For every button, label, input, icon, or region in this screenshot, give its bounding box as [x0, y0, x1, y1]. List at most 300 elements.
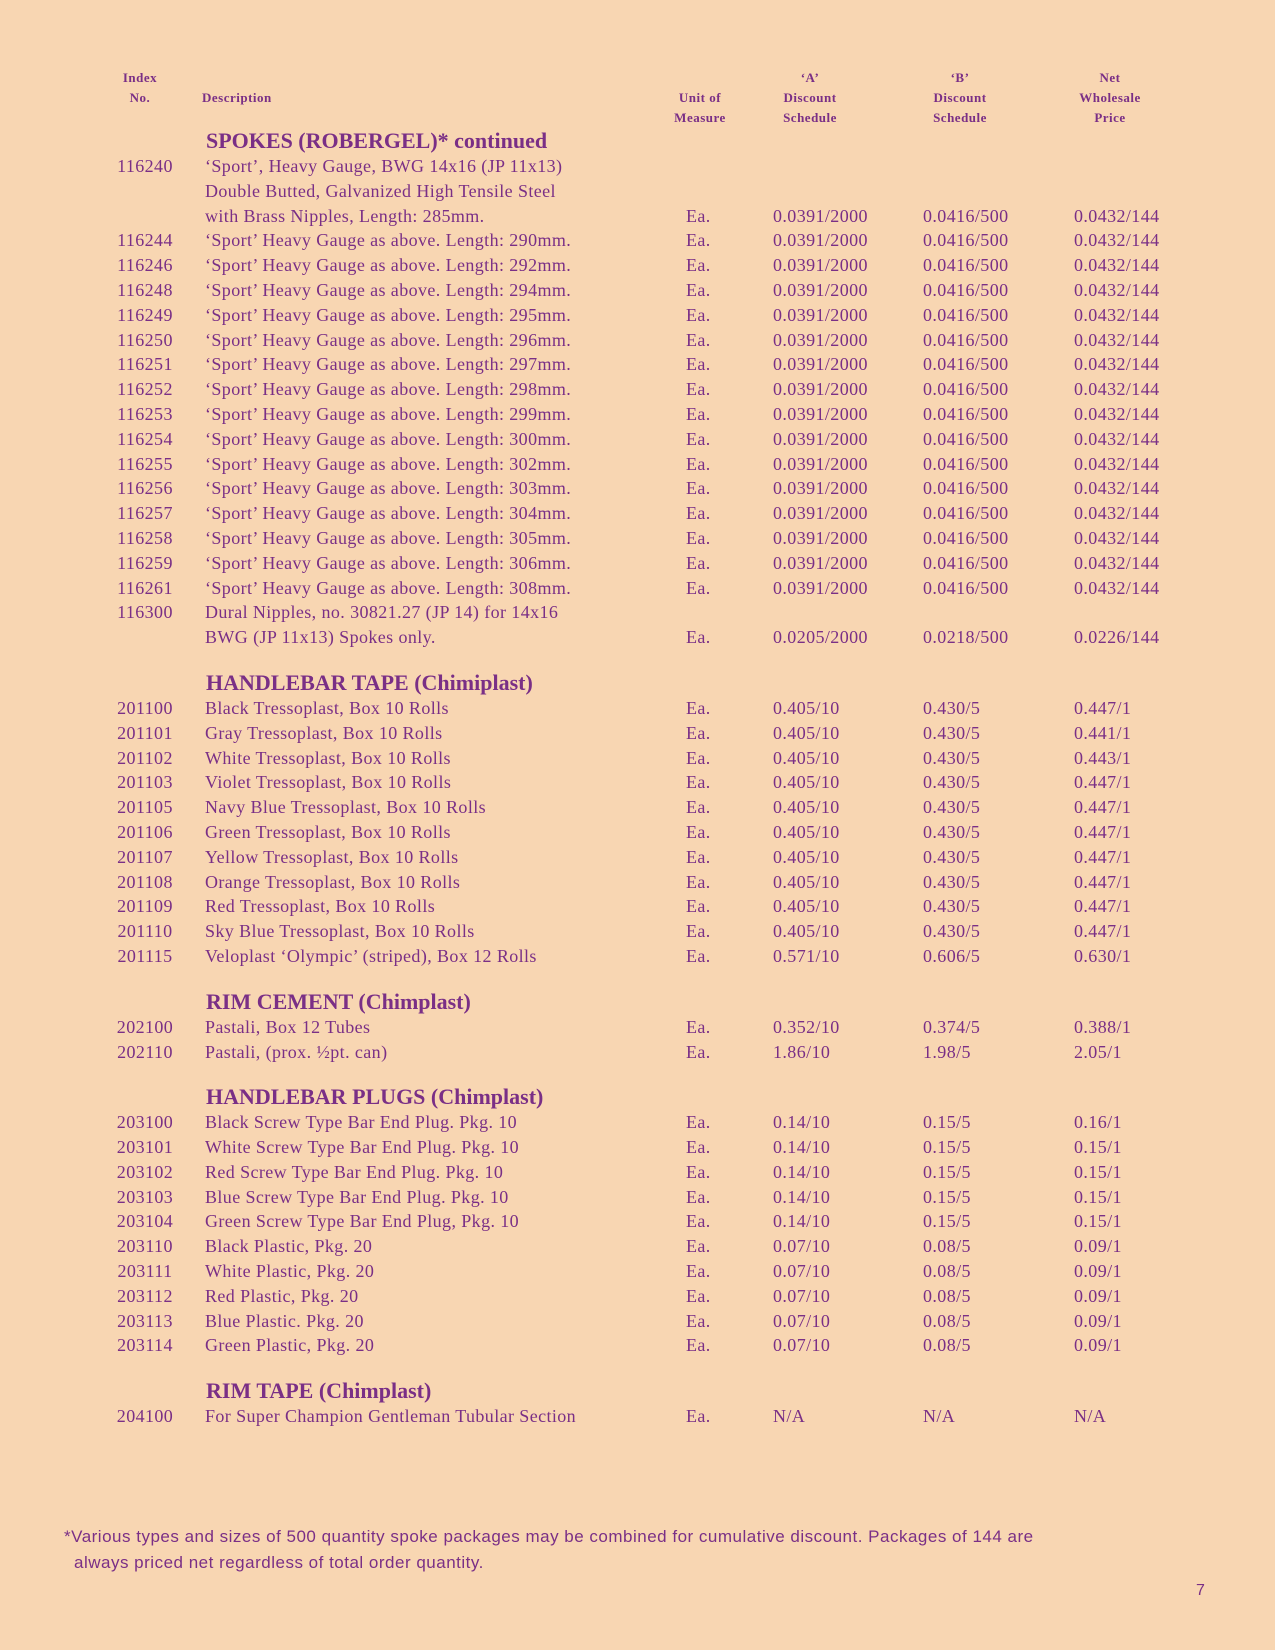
table-row	[0, 1284, 1275, 1309]
section-title: HANDLEBAR PLUGS (Chimplast)	[206, 1084, 544, 1110]
b-discount-price: 0.430/5	[923, 821, 981, 842]
unit-of-measure: Ea.	[686, 503, 711, 524]
index-number: 203103	[116, 1186, 174, 1207]
description: Orange Tressoplast, Box 10 Rolls	[205, 871, 461, 892]
unit-of-measure: Ea.	[686, 871, 711, 892]
unit-of-measure: Ea.	[686, 1285, 711, 1306]
index-number: 116258	[117, 527, 173, 548]
b-discount-price: 0.0416/500	[923, 230, 1009, 251]
unit-of-measure: Ea.	[686, 255, 711, 276]
header-a-line2: Discount	[783, 90, 837, 105]
index-number: 116252	[117, 379, 173, 400]
header-index-line2: No.	[129, 90, 151, 105]
table-row	[0, 501, 1275, 526]
description: Red Screw Type Bar End Plug. Pkg. 10	[205, 1161, 504, 1182]
page-number: 7	[1196, 1582, 1205, 1599]
header-unit-line1: Unit of	[678, 90, 722, 105]
net-wholesale-price: 0.0432/144	[1074, 205, 1160, 226]
a-discount-price: 0.14/10	[773, 1161, 831, 1182]
unit-of-measure: Ea.	[686, 354, 711, 375]
unit-of-measure: Ea.	[686, 453, 711, 474]
a-discount-price: 0.0391/2000	[773, 577, 868, 598]
b-discount-price: 0.0416/500	[923, 527, 1009, 548]
a-discount-price: 0.405/10	[773, 747, 840, 768]
a-discount-price: 0.405/10	[773, 697, 840, 718]
net-wholesale-price: 0.0432/144	[1074, 230, 1160, 251]
table-row	[0, 845, 1275, 870]
header-index	[105, 68, 175, 108]
a-discount-price: 0.0391/2000	[773, 453, 868, 474]
net-wholesale-price: 0.16/1	[1074, 1112, 1122, 1133]
section-title: RIM TAPE (Chimplast)	[206, 1378, 432, 1404]
header-a-line3: Schedule	[783, 110, 837, 125]
header-b-schedule	[910, 68, 1010, 128]
unit-of-measure: Ea.	[686, 279, 711, 300]
net-wholesale-price: 0.443/1	[1074, 747, 1132, 768]
description: ‘Sport’, Heavy Gauge, BWG 14x16 (JP 11x13)	[205, 156, 563, 176]
index-number: 201105	[117, 797, 173, 818]
description: Red Plastic, Pkg. 20	[205, 1285, 359, 1306]
a-discount-price: 0.0391/2000	[773, 403, 868, 424]
a-discount-price: 0.07/10	[773, 1285, 831, 1306]
b-discount-price: 0.0416/500	[923, 577, 1009, 598]
a-discount-price: 0.07/10	[773, 1236, 831, 1257]
description: Blue Plastic. Pkg. 20	[205, 1310, 364, 1331]
description: ‘Sport’ Heavy Gauge as above. Length: 297mm.	[205, 354, 572, 375]
table-row	[0, 576, 1275, 601]
table-row	[0, 919, 1275, 944]
a-discount-price: 0.571/10	[773, 945, 840, 966]
a-discount-price: 0.0391/2000	[773, 329, 868, 350]
table-row	[0, 1160, 1275, 1185]
net-wholesale-price: 0.09/1	[1074, 1236, 1122, 1257]
net-wholesale-price: N/A	[1074, 1406, 1107, 1427]
description: Black Tressoplast, Box 10 Rolls	[205, 697, 449, 718]
table-row	[0, 795, 1275, 820]
unit-of-measure: Ea.	[686, 478, 711, 499]
index-number: 116257	[117, 503, 173, 524]
unit-of-measure: Ea.	[686, 1236, 711, 1257]
table-row	[0, 1259, 1275, 1284]
a-discount-price: 0.0205/2000	[773, 627, 868, 648]
description: ‘Sport’ Heavy Gauge as above. Length: 303mm.	[205, 478, 572, 499]
description: ‘Sport’ Heavy Gauge as above. Length: 298mm.	[205, 379, 572, 400]
net-wholesale-price: 0.0432/144	[1074, 527, 1160, 548]
table-row	[0, 894, 1275, 919]
description: Sky Blue Tressoplast, Box 10 Rolls	[205, 921, 475, 942]
header-index-line1: Index	[122, 70, 158, 85]
description: ‘Sport’ Heavy Gauge as above. Length: 295mm.	[205, 304, 572, 325]
table-row	[0, 228, 1275, 253]
unit-of-measure: Ea.	[686, 205, 711, 226]
unit-of-measure: Ea.	[686, 697, 711, 718]
b-discount-price: 0.0416/500	[923, 354, 1009, 375]
a-discount-price: 0.405/10	[773, 772, 840, 793]
net-wholesale-price: 0.0432/144	[1074, 379, 1160, 400]
index-number: 116249	[117, 304, 173, 325]
index-number: 203100	[116, 1112, 174, 1133]
a-discount-price: 0.405/10	[773, 797, 840, 818]
a-discount-price: 0.0391/2000	[773, 428, 868, 449]
net-wholesale-price: 0.0432/144	[1074, 552, 1160, 573]
unit-of-measure: Ea.	[686, 627, 711, 648]
a-discount-price: 0.405/10	[773, 846, 840, 867]
description: BWG (JP 11x13) Spokes only.	[205, 627, 436, 648]
table-row	[0, 1015, 1275, 1040]
table-row	[0, 204, 1275, 229]
b-discount-price: 0.0416/500	[923, 304, 1009, 325]
unit-of-measure: Ea.	[686, 1016, 711, 1037]
b-discount-price: 0.08/5	[923, 1310, 971, 1331]
net-wholesale-price: 0.447/1	[1074, 797, 1132, 818]
index-number: 116254	[117, 428, 173, 449]
a-discount-price: 0.405/10	[773, 921, 840, 942]
table-row	[0, 1404, 1275, 1429]
a-discount-price: 0.0391/2000	[773, 503, 868, 524]
net-wholesale-price: 0.0432/144	[1074, 304, 1160, 325]
a-discount-price: N/A	[773, 1406, 806, 1427]
unit-of-measure: Ea.	[686, 527, 711, 548]
table-row	[0, 452, 1275, 477]
header-b-line1: ‘B’	[950, 70, 970, 85]
header-unit	[660, 88, 740, 128]
net-wholesale-price: 0.0432/144	[1074, 354, 1160, 375]
a-discount-price: 0.14/10	[773, 1211, 831, 1232]
header-description	[202, 88, 272, 108]
net-wholesale-price: 0.0432/144	[1074, 329, 1160, 350]
description: ‘Sport’ Heavy Gauge as above. Length: 296mm.	[205, 329, 572, 350]
unit-of-measure: Ea.	[686, 1137, 711, 1158]
unit-of-measure: Ea.	[686, 379, 711, 400]
unit-of-measure: Ea.	[686, 304, 711, 325]
unit-of-measure: Ea.	[686, 945, 711, 966]
unit-of-measure: Ea.	[686, 896, 711, 917]
table-row	[0, 770, 1275, 795]
table-row	[0, 1333, 1275, 1358]
b-discount-price: 0.15/5	[923, 1137, 971, 1158]
net-wholesale-price: 0.09/1	[1074, 1285, 1122, 1306]
net-wholesale-price: 2.05/1	[1074, 1041, 1122, 1062]
table-row	[0, 402, 1275, 427]
net-wholesale-price: 0.447/1	[1074, 921, 1132, 942]
unit-of-measure: Ea.	[686, 1211, 711, 1232]
description: ‘Sport’ Heavy Gauge as above. Length: 304mm.	[205, 503, 572, 524]
description: Pastali, (prox. ½pt. can)	[205, 1041, 388, 1062]
index-number: 201107	[117, 846, 173, 867]
b-discount-price: 1.98/5	[923, 1041, 971, 1062]
index-number: 116244	[117, 230, 173, 251]
unit-of-measure: Ea.	[686, 821, 711, 842]
index-number: 201108	[117, 871, 173, 892]
description: with Brass Nipples, Length: 285mm.	[205, 205, 485, 226]
net-wholesale-price: 0.0432/144	[1074, 478, 1160, 499]
net-wholesale-price: 0.447/1	[1074, 821, 1132, 842]
description: ‘Sport’ Heavy Gauge as above. Length: 302mm.	[205, 453, 572, 474]
b-discount-price: 0.0416/500	[923, 428, 1009, 449]
net-wholesale-price: 0.15/1	[1074, 1211, 1122, 1232]
index-number: 201101	[117, 722, 173, 743]
table-row	[0, 600, 1275, 625]
net-wholesale-price: 0.630/1	[1074, 945, 1132, 966]
description: Black Plastic, Pkg. 20	[205, 1236, 373, 1257]
header-net-line1: Net	[1099, 70, 1121, 85]
b-discount-price: 0.0416/500	[923, 255, 1009, 276]
net-wholesale-price: 0.15/1	[1074, 1161, 1122, 1182]
footnote-line1: *Various types and sizes of 500 quantity spoke packages may be combined for cumulative discount. Packages of 144 are	[64, 1527, 1034, 1546]
index-number: 201103	[117, 772, 173, 793]
index-number: 203112	[117, 1285, 173, 1306]
unit-of-measure: Ea.	[686, 846, 711, 867]
footnote	[64, 1524, 1224, 1576]
a-discount-price: 0.14/10	[773, 1112, 831, 1133]
b-discount-price: 0.606/5	[923, 945, 981, 966]
unit-of-measure: Ea.	[686, 1041, 711, 1062]
net-wholesale-price: 0.447/1	[1074, 871, 1132, 892]
b-discount-price: 0.0416/500	[923, 279, 1009, 300]
a-discount-price: 0.0391/2000	[773, 255, 868, 276]
table-row	[0, 944, 1275, 969]
description: Green Plastic, Pkg. 20	[205, 1335, 375, 1356]
index-number: 116300	[117, 602, 173, 623]
index-number: 201115	[117, 945, 173, 966]
b-discount-price: 0.430/5	[923, 846, 981, 867]
unit-of-measure: Ea.	[686, 747, 711, 768]
unit-of-measure: Ea.	[686, 1261, 711, 1282]
net-wholesale-price: 0.441/1	[1074, 722, 1132, 743]
b-discount-price: 0.430/5	[923, 797, 981, 818]
table-row	[0, 154, 1275, 179]
net-wholesale-price: 0.09/1	[1074, 1310, 1122, 1331]
description: ‘Sport’ Heavy Gauge as above. Length: 300mm.	[205, 428, 572, 449]
table-row	[0, 551, 1275, 576]
net-wholesale-price: 0.388/1	[1074, 1016, 1132, 1037]
unit-of-measure: Ea.	[686, 428, 711, 449]
header-net-line2: Wholesale	[1079, 90, 1141, 105]
unit-of-measure: Ea.	[686, 1310, 711, 1331]
table-row	[0, 820, 1275, 845]
header-net-line3: Price	[1094, 110, 1126, 125]
section-gap	[0, 1064, 1275, 1084]
table-row	[0, 746, 1275, 771]
description: Pastali, Box 12 Tubes	[205, 1016, 371, 1037]
unit-of-measure: Ea.	[686, 722, 711, 743]
section-gap	[0, 969, 1275, 989]
b-discount-price: 0.08/5	[923, 1261, 971, 1282]
index-number: 202110	[117, 1041, 173, 1062]
index-number: 116250	[117, 329, 173, 350]
index-number: 116248	[117, 279, 173, 300]
description: Black Screw Type Bar End Plug. Pkg. 10	[205, 1112, 518, 1133]
b-discount-price: 0.15/5	[923, 1186, 971, 1207]
unit-of-measure: Ea.	[686, 1335, 711, 1356]
index-number: 116251	[117, 354, 173, 375]
net-wholesale-price: 0.0432/144	[1074, 403, 1160, 424]
a-discount-price: 0.07/10	[773, 1261, 831, 1282]
b-discount-price: 0.08/5	[923, 1285, 971, 1306]
table-row	[0, 1234, 1275, 1259]
description: White Tressoplast, Box 10 Rolls	[205, 747, 451, 768]
b-discount-price: 0.0416/500	[923, 552, 1009, 573]
table-row	[0, 427, 1275, 452]
description: ‘Sport’ Heavy Gauge as above. Length: 292mm.	[205, 255, 572, 276]
index-number: 201100	[117, 697, 173, 718]
b-discount-price: 0.15/5	[923, 1211, 971, 1232]
table-row	[0, 1209, 1275, 1234]
description: White Screw Type Bar End Plug. Pkg. 10	[205, 1137, 520, 1158]
net-wholesale-price: 0.09/1	[1074, 1261, 1122, 1282]
a-discount-price: 0.405/10	[773, 896, 840, 917]
net-wholesale-price: 0.0432/144	[1074, 503, 1160, 524]
unit-of-measure: Ea.	[686, 1406, 711, 1427]
b-discount-price: 0.15/5	[923, 1161, 971, 1182]
unit-of-measure: Ea.	[686, 1186, 711, 1207]
b-discount-price: N/A	[923, 1406, 956, 1427]
net-wholesale-price: 0.447/1	[1074, 846, 1132, 867]
a-discount-price: 0.0391/2000	[773, 230, 868, 251]
a-discount-price: 0.0391/2000	[773, 354, 868, 375]
a-discount-price: 0.405/10	[773, 871, 840, 892]
index-number: 201110	[117, 921, 173, 942]
b-discount-price: 0.374/5	[923, 1016, 981, 1037]
index-number: 203104	[116, 1211, 174, 1232]
unit-of-measure: Ea.	[686, 329, 711, 350]
description: Yellow Tressoplast, Box 10 Rolls	[205, 846, 459, 867]
index-number: 116240	[117, 156, 173, 176]
unit-of-measure: Ea.	[686, 577, 711, 598]
description: ‘Sport’ Heavy Gauge as above. Length: 306mm.	[205, 552, 572, 573]
net-wholesale-price: 0.09/1	[1074, 1335, 1122, 1356]
description: Violet Tressoplast, Box 10 Rolls	[205, 772, 452, 793]
description: ‘Sport’ Heavy Gauge as above. Length: 299mm.	[205, 403, 572, 424]
a-discount-price: 0.14/10	[773, 1186, 831, 1207]
index-number: 201102	[117, 747, 173, 768]
footnote-line2: always priced net regardless of total order quantity.	[74, 1553, 484, 1572]
description: ‘Sport’ Heavy Gauge as above. Length: 308mm.	[205, 577, 572, 598]
net-wholesale-price: 0.0432/144	[1074, 577, 1160, 598]
description: White Plastic, Pkg. 20	[205, 1261, 375, 1282]
net-wholesale-price: 0.447/1	[1074, 772, 1132, 793]
header-a-line1: ‘A’	[800, 70, 820, 85]
description: ‘Sport’ Heavy Gauge as above. Length: 305mm.	[205, 527, 572, 548]
b-discount-price: 0.15/5	[923, 1112, 971, 1133]
section-title: HANDLEBAR TAPE (Chimiplast)	[206, 669, 533, 695]
unit-of-measure: Ea.	[686, 403, 711, 424]
header-description-label: Description	[202, 90, 272, 105]
header-unit-line2: Measure	[674, 110, 726, 125]
b-discount-price: 0.0218/500	[923, 627, 1009, 648]
description: Red Tressoplast, Box 10 Rolls	[205, 896, 436, 917]
price-table	[0, 128, 1275, 1429]
b-discount-price: 0.430/5	[923, 896, 981, 917]
index-number: 203113	[117, 1310, 173, 1331]
description: Blue Screw Type Bar End Plug. Pkg. 10	[205, 1186, 509, 1207]
unit-of-measure: Ea.	[686, 1161, 711, 1182]
index-number: 203111	[117, 1261, 173, 1282]
net-wholesale-price: 0.447/1	[1074, 697, 1132, 718]
b-discount-price: 0.430/5	[923, 921, 981, 942]
index-number: 204100	[116, 1406, 174, 1427]
header-b-line2: Discount	[933, 90, 987, 105]
net-wholesale-price: 0.447/1	[1074, 896, 1132, 917]
a-discount-price: 0.0391/2000	[773, 205, 868, 226]
b-discount-price: 0.0416/500	[923, 379, 1009, 400]
unit-of-measure: Ea.	[686, 1112, 711, 1133]
table-row	[0, 721, 1275, 746]
a-discount-price: 0.07/10	[773, 1335, 831, 1356]
table-row	[0, 278, 1275, 303]
table-row	[0, 1040, 1275, 1065]
description: Double Butted, Galvanized High Tensile Steel	[205, 180, 556, 201]
index-number: 116246	[117, 255, 173, 276]
description: For Super Champion Gentleman Tubular Section	[205, 1406, 577, 1427]
table-row	[0, 696, 1275, 721]
index-number: 203102	[116, 1161, 174, 1182]
a-discount-price: 0.405/10	[773, 821, 840, 842]
a-discount-price: 0.352/10	[773, 1016, 840, 1037]
a-discount-price: 0.0391/2000	[773, 478, 868, 499]
table-row	[0, 1309, 1275, 1334]
section-gap	[0, 1358, 1275, 1378]
table-row	[0, 179, 1275, 204]
a-discount-price: 0.0391/2000	[773, 527, 868, 548]
net-wholesale-price: 0.0226/144	[1074, 627, 1160, 648]
header-b-line3: Schedule	[933, 110, 987, 125]
a-discount-price: 0.405/10	[773, 722, 840, 743]
table-row	[0, 303, 1275, 328]
net-wholesale-price: 0.15/1	[1074, 1186, 1122, 1207]
net-wholesale-price: 0.15/1	[1074, 1137, 1122, 1158]
index-number: 116261	[117, 577, 173, 598]
unit-of-measure: Ea.	[686, 921, 711, 942]
b-discount-price: 0.0416/500	[923, 503, 1009, 524]
description: Green Tressoplast, Box 10 Rolls	[205, 821, 451, 842]
b-discount-price: 0.430/5	[923, 697, 981, 718]
index-number: 203110	[117, 1236, 173, 1257]
b-discount-price: 0.430/5	[923, 747, 981, 768]
description: Dural Nipples, no. 30821.27 (JP 14) for 14x16	[205, 602, 559, 623]
unit-of-measure: Ea.	[686, 772, 711, 793]
unit-of-measure: Ea.	[686, 230, 711, 251]
table-row	[0, 476, 1275, 501]
table-row	[0, 1185, 1275, 1210]
a-discount-price: 0.0391/2000	[773, 279, 868, 300]
section-title: SPOKES (ROBERGEL)* continued	[206, 128, 548, 153]
description: Navy Blue Tressoplast, Box 10 Rolls	[205, 797, 487, 818]
description: ‘Sport’ Heavy Gauge as above. Length: 294mm.	[205, 279, 572, 300]
b-discount-price: 0.430/5	[923, 772, 981, 793]
b-discount-price: 0.0416/500	[923, 453, 1009, 474]
a-discount-price: 0.0391/2000	[773, 379, 868, 400]
table-row	[0, 253, 1275, 278]
unit-of-measure: Ea.	[686, 552, 711, 573]
table-row	[0, 625, 1275, 650]
table-row	[0, 328, 1275, 353]
index-number: 202100	[116, 1016, 174, 1037]
header-net-price	[1060, 68, 1160, 128]
net-wholesale-price: 0.0432/144	[1074, 255, 1160, 276]
index-number: 201106	[117, 821, 173, 842]
section-title: RIM CEMENT (Chimplast)	[206, 988, 471, 1014]
index-number: 116255	[117, 453, 173, 474]
b-discount-price: 0.0416/500	[923, 205, 1009, 226]
b-discount-price: 0.0416/500	[923, 329, 1009, 350]
unit-of-measure: Ea.	[686, 797, 711, 818]
net-wholesale-price: 0.0432/144	[1074, 453, 1160, 474]
index-number: 116253	[117, 403, 173, 424]
b-discount-price: 0.08/5	[923, 1236, 971, 1257]
net-wholesale-price: 0.0432/144	[1074, 279, 1160, 300]
description: ‘Sport’ Heavy Gauge as above. Length: 290mm.	[205, 230, 572, 251]
